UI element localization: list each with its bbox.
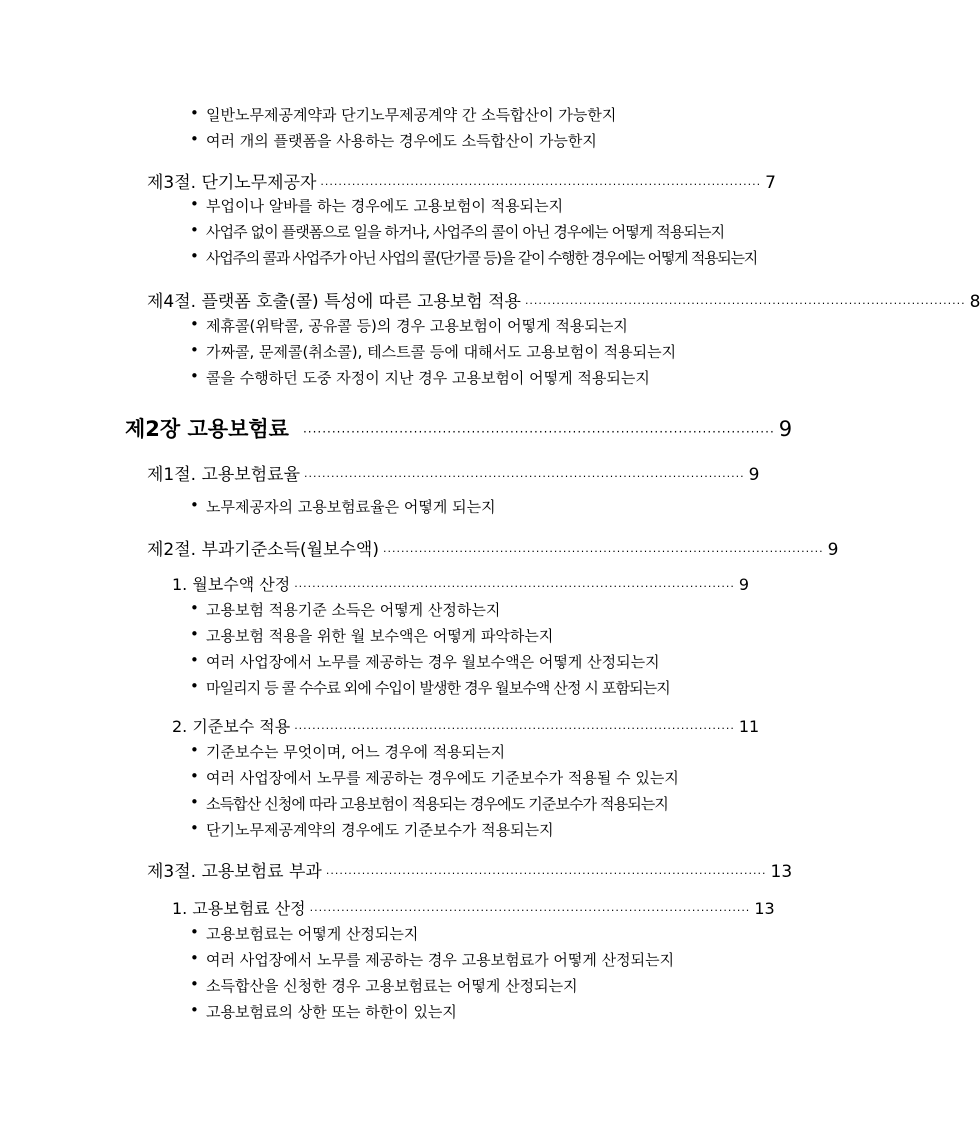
- dot-leader: ··································································································: [309, 904, 751, 917]
- dot-leader: ··································································································: [382, 545, 824, 558]
- toc-bullet-text: 여러 개의 플랫폼을 사용하는 경우에도 소득합산이 가능한지: [206, 132, 597, 150]
- toc-section-entry[interactable]: [147, 460, 760, 485]
- toc-page-number: 9: [827, 540, 839, 560]
- bullet-icon: •: [190, 949, 199, 967]
- toc-bullet-text: 고용보험료는 어떻게 산정되는지: [206, 925, 419, 943]
- bullet-icon: •: [190, 195, 199, 213]
- bullet-icon: •: [190, 651, 199, 669]
- bullet-icon: •: [190, 625, 199, 643]
- toc-subsection-entry[interactable]: [172, 896, 775, 919]
- toc-bullet-text: 제휴콜(위탁콜, 공유콜 등)의 경우 고용보험이 어떻게 적용되는지: [206, 317, 628, 335]
- toc-bullet-text: 가짜콜, 문제콜(취소콜), 테스트콜 등에 대해서도 고용보험이 적용되는지: [206, 343, 677, 361]
- toc-page-number: 13: [754, 899, 775, 918]
- toc-bullet-text: 일반노무제공계약과 단기노무제공계약 간 소득합산이 가능한지: [206, 106, 617, 124]
- bullet-icon: •: [190, 341, 199, 359]
- bullet-icon: •: [190, 923, 199, 941]
- bullet-icon: •: [190, 1001, 199, 1019]
- toc-bullet-text: 기준보수는 무엇이며, 어느 경우에 적용되는지: [206, 743, 506, 761]
- toc-page-number: 7: [765, 173, 776, 193]
- toc-bullet-text: 노무제공자의 고용보험료율은 어떻게 되는지: [206, 498, 496, 516]
- bullet-icon: •: [190, 221, 199, 239]
- toc-subsection-entry[interactable]: [172, 572, 750, 595]
- toc-subsection-label: 1. 월보수액 산정: [172, 575, 291, 594]
- toc-subsection-label: 2. 기준보수 적용: [172, 717, 291, 736]
- toc-bullet-text: 단기노무제공계약의 경우에도 기준보수가 적용되는지: [206, 821, 554, 839]
- toc-section-entry[interactable]: [147, 168, 776, 193]
- toc-bullet-text: 부업이나 알바를 하는 경우에도 고용보험이 적용되는지: [206, 197, 564, 215]
- toc-bullet-text: 고용보험 적용을 위한 월 보수액은 어떻게 파악하는지: [206, 627, 554, 645]
- toc-bullet-text: 여러 사업장에서 노무를 제공하는 경우에도 기준보수가 적용될 수 있는지: [206, 769, 679, 787]
- bullet-icon: •: [190, 677, 199, 695]
- bullet-icon: •: [190, 741, 199, 759]
- dot-leader: ··································································································: [304, 470, 745, 483]
- toc-bullet-text: 여러 사업장에서 노무를 제공하는 경우 월보수액은 어떻게 산정되는지: [206, 653, 660, 671]
- toc-section-label: 제3절. 고용보험료 부과: [147, 862, 322, 882]
- bullet-icon: •: [190, 315, 199, 333]
- bullet-icon: •: [190, 247, 199, 265]
- toc-section-label: 제1절. 고용보험료율: [147, 465, 300, 485]
- toc-section-label: 제2절. 부과기준소득(월보수액): [147, 540, 379, 560]
- toc-subsection-entry[interactable]: [172, 714, 760, 737]
- dot-leader: ··································································································: [294, 580, 735, 593]
- toc-bullet-text: 마일리지 등 콜 수수료 외에 수입이 발생한 경우 월보수액 산정 시 포함되는지: [206, 679, 670, 697]
- dot-leader: ··································································································: [325, 867, 767, 880]
- toc-subsection-label: 1. 고용보험료 산정: [172, 899, 306, 918]
- toc-page-number: 9: [738, 575, 750, 594]
- toc-bullet-text: 소득합산 신청에 따라 고용보험이 적용되는 경우에도 기준보수가 적용되는지: [206, 795, 668, 813]
- toc-bullet-text: 여러 사업장에서 노무를 제공하는 경우 고용보험료가 어떻게 산정되는지: [206, 951, 675, 969]
- toc-bullet-text: 소득합산을 신청한 경우 고용보험료는 어떻게 산정되는지: [206, 977, 578, 995]
- toc-page-number: 11: [738, 717, 760, 736]
- bullet-icon: •: [190, 130, 199, 148]
- bullet-icon: •: [190, 793, 199, 811]
- dot-leader: ··································································································: [524, 297, 966, 310]
- dot-leader: ··································································································: [294, 722, 735, 735]
- bullet-icon: •: [190, 104, 199, 122]
- toc-section-entry[interactable]: [147, 535, 839, 560]
- bullet-icon: •: [190, 767, 199, 785]
- bullet-icon: •: [190, 496, 199, 514]
- toc-bullet-text: 고용보험 적용기준 소득은 어떻게 산정하는지: [206, 601, 501, 619]
- dot-leader: ··································································································: [302, 425, 775, 439]
- toc-bullet-text: 고용보험료의 상한 또는 하한이 있는지: [206, 1003, 457, 1021]
- toc-page-number: 13: [770, 862, 793, 882]
- bullet-icon: •: [190, 367, 199, 385]
- toc-bullet-text: 사업주 없이 플랫폼으로 일을 하거나, 사업주의 콜이 아닌 경우에는 어떻게 적용되는지: [206, 223, 725, 241]
- toc-page-number: 9: [748, 465, 760, 485]
- toc-section-entry[interactable]: [147, 857, 793, 882]
- toc-page-number: 9: [778, 417, 793, 441]
- toc-page-number: 8: [969, 292, 980, 312]
- toc-section-label: 제4절. 플랫폼 호출(콜) 특성에 따른 고용보험 적용: [147, 292, 521, 312]
- bullet-icon: •: [190, 819, 199, 837]
- toc-chapter-entry[interactable]: [125, 413, 793, 443]
- toc-section-entry[interactable]: [147, 287, 980, 312]
- toc-bullet-text: 사업주의 콜과 사업주가 아닌 사업의 콜(단가콜 등)을 같이 수행한 경우에는 어떻게 적용되는지: [206, 249, 758, 267]
- toc-chapter-label: 제2장 고용보험료: [125, 417, 289, 441]
- bullet-icon: •: [190, 975, 199, 993]
- bullet-icon: •: [190, 599, 199, 617]
- toc-section-label: 제3절. 단기노무제공자: [147, 173, 317, 193]
- dot-leader: ··································································································: [320, 178, 762, 191]
- toc-bullet-text: 콜을 수행하던 도중 자정이 지난 경우 고용보험이 어떻게 적용되는지: [206, 369, 650, 387]
